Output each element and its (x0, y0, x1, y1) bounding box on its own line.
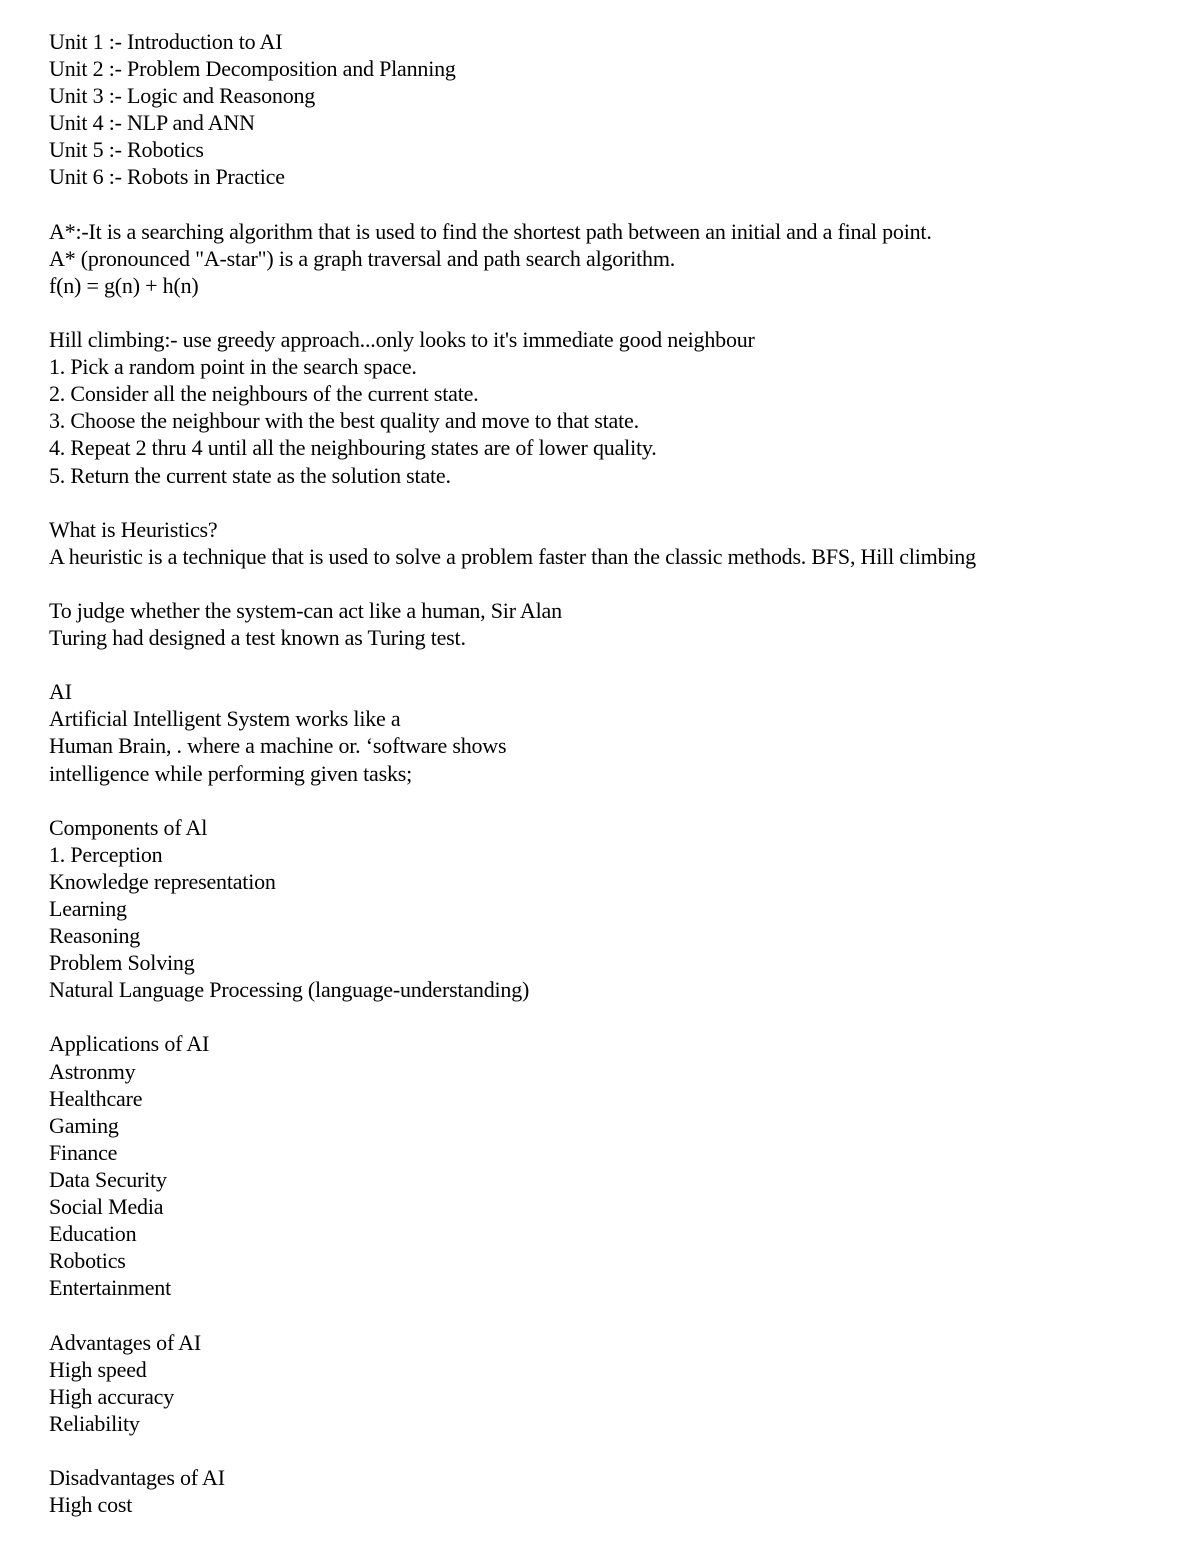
list-item: Reliability (49, 1410, 140, 1436)
ai-definition-line: intelligence while performing given tasks; (49, 760, 413, 786)
document-page (49, 28, 1169, 1518)
list-item: Data Security (49, 1166, 167, 1192)
a-star-definition: A*:-It is a searching algorithm that is used to find the shortest path between an initial and a final point. (49, 218, 932, 244)
applications-section (49, 1030, 1169, 1301)
hill-climbing-step: 4. Repeat 2 thru 4 until all the neighbouring states are of lower quality. (49, 435, 657, 461)
list-item: Natural Language Processing (language-understanding) (49, 977, 530, 1003)
list-item: 1. Perception (49, 841, 163, 867)
heuristics-heading: What is Heuristics? (49, 516, 218, 542)
heuristics-section (49, 516, 1169, 570)
list-item: Robotics (49, 1248, 126, 1274)
a-star-formula: f(n) = g(n) + h(n) (49, 272, 199, 298)
list-item: Education (49, 1221, 137, 1247)
hill-climbing-heading: Hill climbing:- use greedy approach...only looks to it's immediate good neighbour (49, 327, 755, 353)
units-section (49, 28, 1169, 191)
list-item: Healthcare (49, 1085, 143, 1111)
list-item: Gaming (49, 1112, 119, 1138)
disadvantages-heading: Disadvantages of AI (49, 1464, 225, 1490)
a-star-section (49, 218, 1169, 299)
hill-climbing-section (49, 326, 1169, 489)
hill-climbing-step: 1. Pick a random point in the search space. (49, 354, 417, 380)
list-item: Knowledge representation (49, 868, 276, 894)
hill-climbing-step: 3. Choose the neighbour with the best quality and move to that state. (49, 408, 639, 434)
list-item: Reasoning (49, 923, 141, 949)
components-section (49, 814, 1169, 1004)
list-item: Learning (49, 896, 127, 921)
heuristics-definition: A heuristic is a technique that is used to solve a problem faster than the classic methods. BFS, Hill climbing (49, 543, 976, 569)
list-item: High accuracy (49, 1383, 175, 1409)
ai-heading: AI (49, 679, 72, 705)
disadvantages-section (49, 1464, 1169, 1518)
hill-climbing-step: 2. Consider all the neighbours of the current state. (49, 381, 479, 407)
turing-test-section (49, 597, 1169, 651)
unit-6-line: Unit 6 :- Robots in Practice (49, 164, 285, 190)
applications-heading: Applications of AI (49, 1031, 210, 1057)
list-item: Finance (49, 1139, 118, 1165)
ai-definition-section (49, 678, 1169, 786)
list-item: Entertainment (49, 1275, 172, 1301)
list-item: Problem Solving (49, 950, 195, 976)
ai-definition-line: Artificial Intelligent System works like a (49, 706, 401, 732)
list-item: High speed (49, 1356, 147, 1382)
list-item: Astronmy (49, 1058, 136, 1084)
unit-4-line: Unit 4 :- NLP and ANN (49, 110, 255, 136)
hill-climbing-step: 5. Return the current state as the solution state. (49, 462, 451, 488)
advantages-heading: Advantages of AI (49, 1329, 201, 1355)
turing-test-line: Turing had designed a test known as Turing test. (49, 625, 466, 651)
unit-3-line: Unit 3 :- Logic and Reasonong (49, 83, 316, 109)
components-heading: Components of Al (49, 814, 208, 840)
unit-1-line: Unit 1 :- Introduction to AI (49, 29, 283, 54)
turing-test-line: To judge whether the system-can act like a human, Sir Alan (49, 597, 562, 623)
list-item: Social Media (49, 1194, 164, 1220)
ai-definition-line: Human Brain, . where a machine or. ‘software shows (49, 733, 507, 759)
a-star-pronunciation: A* (pronounced "A-star") is a graph traversal and path search algorithm. (49, 245, 676, 271)
unit-2-line: Unit 2 :- Problem Decomposition and Planning (49, 56, 456, 82)
unit-5-line: Unit 5 :- Robotics (49, 137, 204, 163)
list-item: High cost (49, 1492, 133, 1518)
advantages-section (49, 1329, 1169, 1437)
